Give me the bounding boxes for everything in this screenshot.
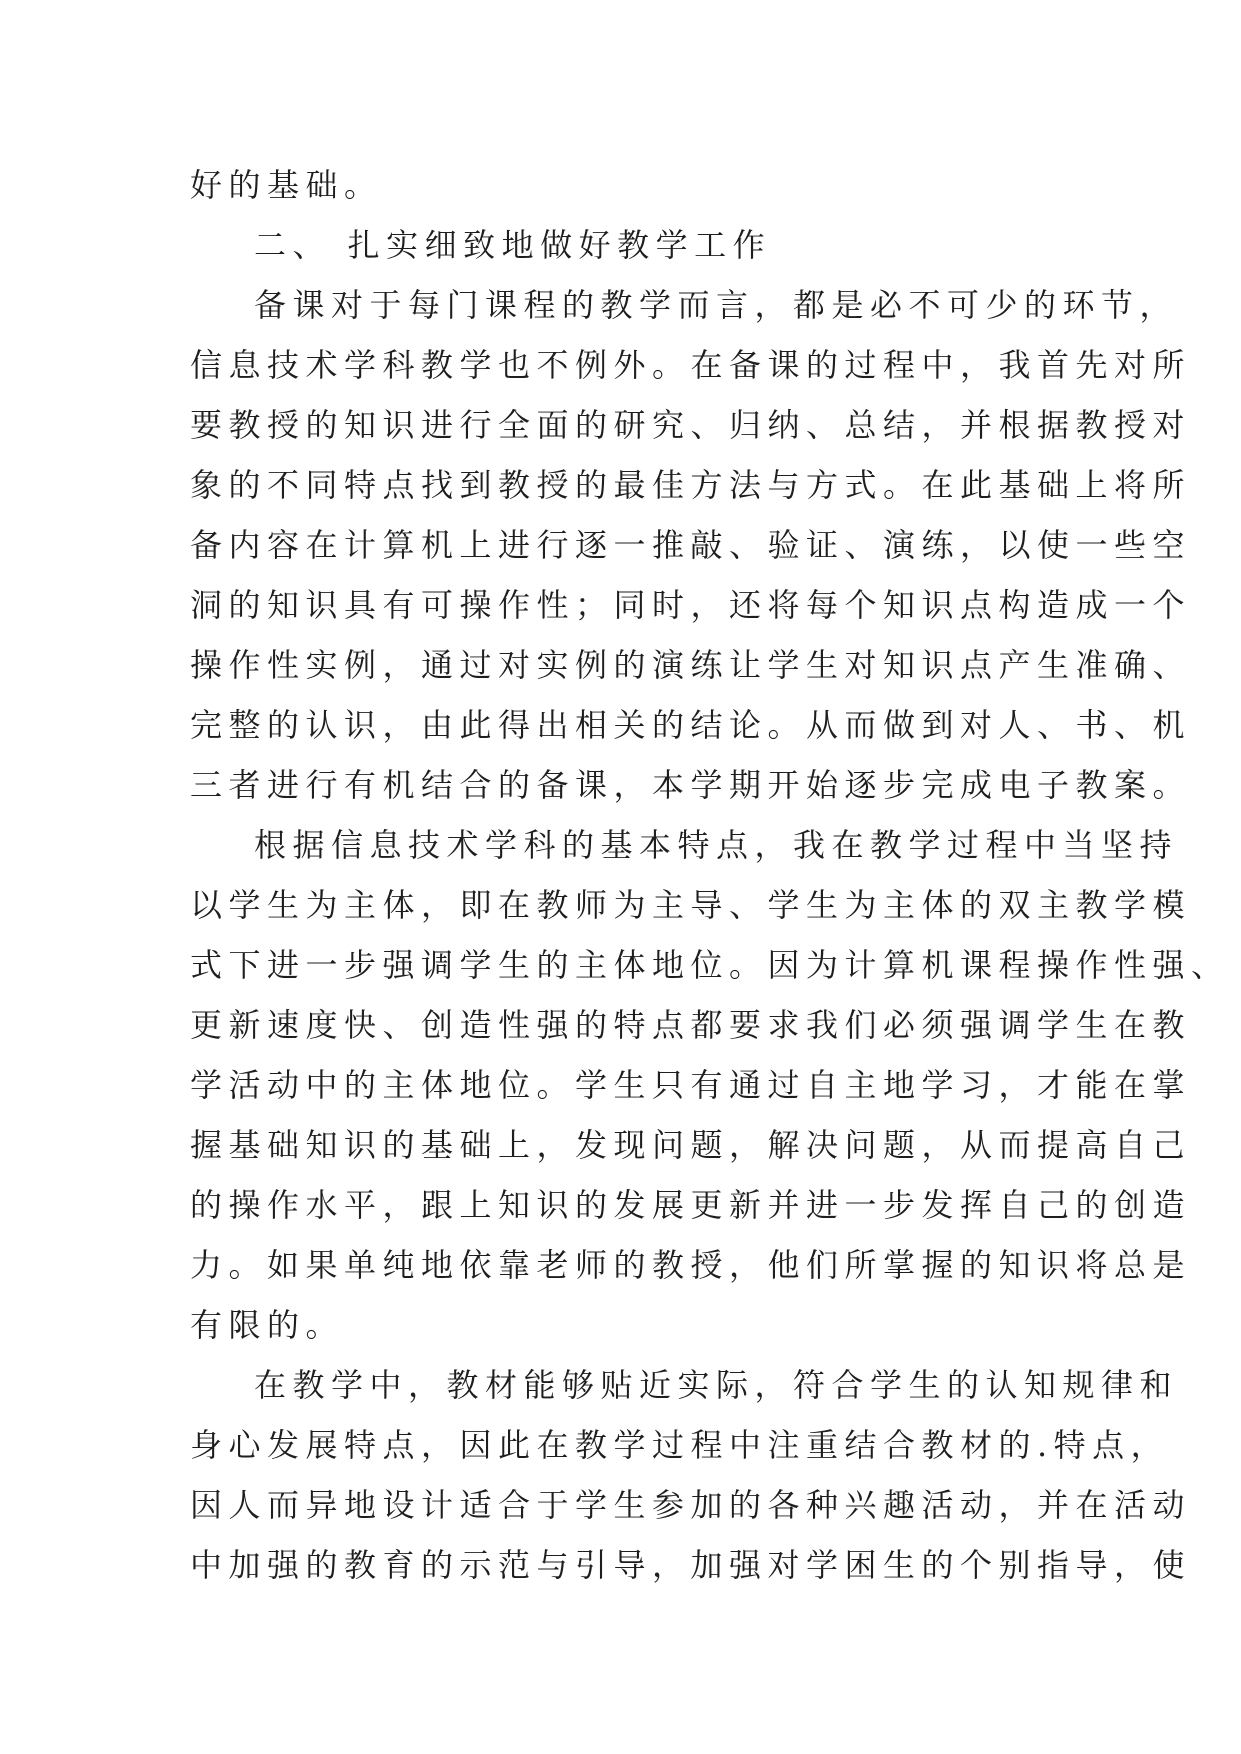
text-line: 要教授的知识进行全面的研究、归纳、总结，并根据教授对 xyxy=(190,406,1192,444)
text-line: 的操作水平，跟上知识的发展更新并进一步发挥自己的创造 xyxy=(190,1186,1192,1224)
document-body xyxy=(190,155,1230,1595)
paragraph-first-line: 在教学中，教材能够贴近实际，符合学生的认知规律和 xyxy=(254,1366,1179,1404)
text-line: 好的基础。 xyxy=(190,166,383,204)
text-line: 学活动中的主体地位。学生只有通过自主地学习，才能在掌 xyxy=(190,1066,1192,1104)
text-line: 身心发展特点，因此在教学过程中注重结合教材的.特点， xyxy=(190,1426,1170,1464)
text-line: 力。如果单纯地依靠老师的教授，他们所掌握的知识将总是 xyxy=(190,1246,1192,1284)
text-line: 因人而异地设计适合于学生参加的各种兴趣活动，并在活动 xyxy=(190,1486,1192,1524)
section-heading: 二、 扎实细致地做好教学工作 xyxy=(254,226,772,264)
text-line: 握基础知识的基础上，发现问题，解决问题，从而提高自己 xyxy=(190,1126,1192,1164)
text-line: 中加强的教育的示范与引导，加强对学困生的个别指导，使 xyxy=(190,1546,1192,1584)
text-line: 完整的认识，由此得出相关的结论。从而做到对人、书、机 xyxy=(190,706,1192,744)
text-line: 三者进行有机结合的备课，本学期开始逐步完成电子教案。 xyxy=(190,766,1192,804)
text-line: 式下进一步强调学生的主体地位。因为计算机课程操作性强、 xyxy=(190,946,1230,984)
paragraph-first-line: 根据信息技术学科的基本特点，我在教学过程中当坚持 xyxy=(254,826,1179,864)
text-line: 备内容在计算机上进行逐一推敲、验证、演练，以使一些空 xyxy=(190,526,1192,564)
text-line: 操作性实例，通过对实例的演练让学生对知识点产生准确、 xyxy=(190,646,1192,684)
text-line: 以学生为主体，即在教师为主导、学生为主体的双主教学模 xyxy=(190,886,1192,924)
text-line: 有限的。 xyxy=(190,1306,345,1344)
text-line: 更新速度快、创造性强的特点都要求我们必须强调学生在教 xyxy=(190,1006,1192,1044)
text-line: 洞的知识具有可操作性；同时，还将每个知识点构造成一个 xyxy=(190,586,1192,624)
paragraph-first-line: 备课对于每门课程的教学而言，都是必不可少的环节， xyxy=(254,286,1179,324)
text-line: 象的不同特点找到教授的最佳方法与方式。在此基础上将所 xyxy=(190,466,1192,504)
text-line: 信息技术学科教学也不例外。在备课的过程中，我首先对所 xyxy=(190,346,1192,384)
